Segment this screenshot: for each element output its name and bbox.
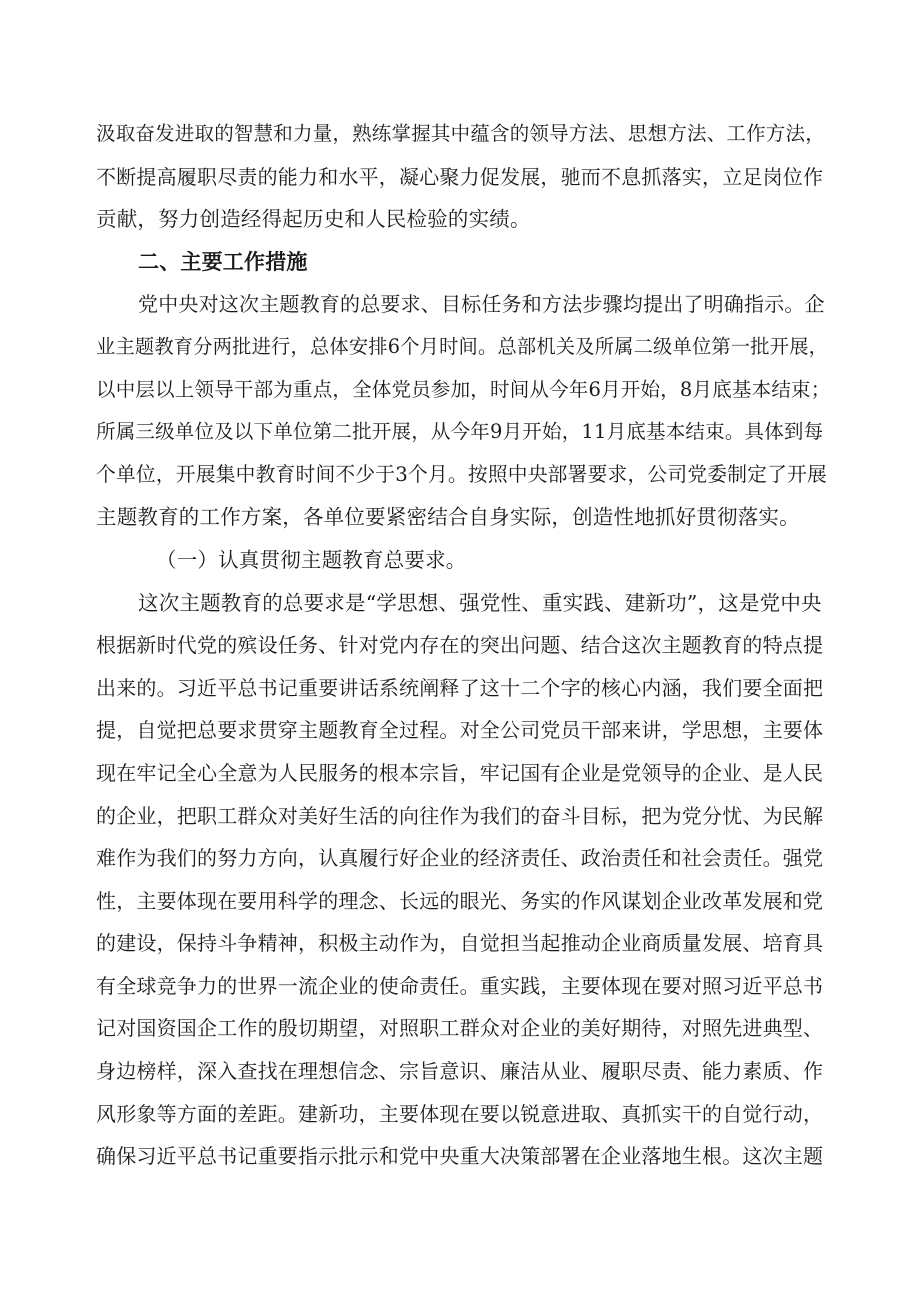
paragraph-line: 这次主题教育的总要求是“学思想、强党性、重实践、建新功”，这是党中央 [138, 590, 822, 615]
paragraph-line: 所属三级单位及以下单位第二批开展，从今年9月开始，11月底基本结束。具体到每 [96, 420, 824, 444]
paragraph-line: 记对国资国企工作的殷切期望，对照职工群众对企业的美好期待，对照先进典型、 [96, 1016, 824, 1041]
paragraph-line: 风形象等方面的差距。建新功，主要体现在要以锐意进取、真抓实干的自觉行动， [96, 1101, 824, 1126]
paragraph-line: 主题教育的工作方案，各单位要紧密结合自身实际，创造性地抓好贯彻落实。 [96, 505, 800, 530]
subsection-heading: （一）认真贯彻主题教育总要求。 [156, 547, 467, 572]
paragraph-line: 难作为我们的努力方向，认真履行好企业的经济责任、政治责任和社会责任。强党 [96, 846, 824, 871]
section-heading: 二、主要工作措施 [138, 249, 308, 274]
paragraph-line: 提，自觉把总要求贯穿主题教育全过程。对全公司党员干部来讲，学思想，主要体 [96, 718, 824, 743]
paragraph-line: 身边榜样，深入查找在理想信念、宗旨意识、廉洁从业、履职尽责、能力素质、作 [96, 1059, 824, 1084]
paragraph-line: 汲取奋发进取的智慧和力量，熟练掌握其中蕴含的领导方法、思想方法、工作方法， [96, 122, 825, 145]
paragraph-line: 有全球竞争力的世界一流企业的使命责任。重实践，主要体现在要对照习近平总书 [96, 973, 824, 998]
paragraph-line: 根据新时代党的殡设任务、针对党内存在的突出问题、结合这次主题教育的特点提 [96, 633, 824, 658]
paragraph-line: 确保习近平总书记重要指示批示和党中央重大决策部署在企业落地生根。这次主题 [96, 1144, 824, 1169]
paragraph-line: 的建设，保持斗争精神，积极主动作为，自觉担当起推动企业商质量发展、培育具 [96, 931, 824, 956]
paragraph-line: 贡献，努力创造经得起历史和人民检验的实绩。 [96, 207, 531, 232]
paragraph-line: 性，主要体现在要用科学的理念、长远的眼光、务实的作风谋划企业改革发展和党 [96, 888, 824, 913]
paragraph-line: 以中层以上领导干部为重点，全体党员参加，时间从今年6月开始，8月底基本结束； [96, 377, 831, 401]
paragraph-line: 的企业，把职工群众对美好生活的向往作为我们的奋斗目标，把为党分忧、为民解 [96, 803, 824, 828]
paragraph-line: 现在牢记全心全意为人民服务的根本宗旨，牢记国有企业是党领导的企业、是人民 [96, 760, 824, 785]
paragraph-line: 党中央对这次主题教育的总要求、目标任务和方法步骤均提出了明确指示。企 [138, 292, 825, 317]
paragraph-line: 个单位，开展集中教育时间不少于3个月。按照中央部署要求，公司党委制定了开展 [96, 462, 827, 486]
paragraph-line: 业主题教育分两批进行，总体安排6个月时间。总部机关及所属二级单位第一批开展， [96, 334, 829, 358]
paragraph-line: 出来的。习近平总书记重要讲话系统阐释了这十二个字的核心内涵，我们要全面把 [96, 675, 824, 700]
paragraph-line: 不断提高履职尽责的能力和水平，凝心聚力促发展，驰而不息抓落实，立足岗位作 [96, 164, 824, 189]
document-body [96, 113, 830, 1178]
